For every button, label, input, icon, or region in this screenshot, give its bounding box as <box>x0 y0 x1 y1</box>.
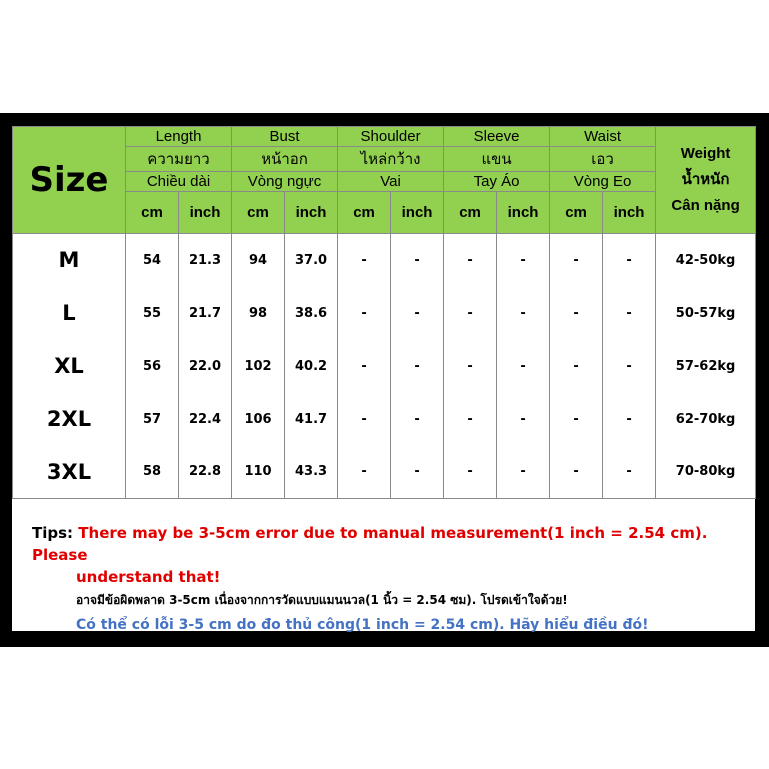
measurement-cell: 106 <box>232 393 285 446</box>
measurement-cell: - <box>497 234 550 287</box>
measurement-cell: 56 <box>126 340 179 393</box>
measurement-cell: - <box>391 446 444 499</box>
size-header: Size <box>13 127 126 234</box>
tips-en-line2: understand that! <box>76 568 221 586</box>
measurement-cell: - <box>391 340 444 393</box>
unit-cm: cm <box>444 192 497 234</box>
measurement-cell: 40.2 <box>285 340 338 393</box>
measurement-cell: 102 <box>232 340 285 393</box>
measurement-cell: - <box>550 234 603 287</box>
size-table <box>12 126 756 499</box>
table-row <box>13 234 756 287</box>
measurement-cell: - <box>444 393 497 446</box>
measurement-cell: - <box>497 446 550 499</box>
tips-vietnamese: Có thể có lỗi 3-5 cm do đo thủ công(1 inch = 2.54 cm). Hãy hiểu điều đó! <box>76 617 649 633</box>
tips-thai: อาจมีข้อผิดพลาด 3-5cm เนื่องจากการวัดแบบแมนนวล(1 นิ้ว = 2.54 ซม). โปรดเข้าใจด้วย! <box>76 593 568 607</box>
weight-cell: 42-50kg <box>656 234 756 287</box>
group-shoulder-en: Shoulder <box>338 127 444 147</box>
weight-header-th: น้ำหนัก <box>681 171 730 188</box>
measurement-cell: - <box>497 340 550 393</box>
measurement-cell: - <box>444 234 497 287</box>
measurement-cell: - <box>603 340 656 393</box>
table-row <box>13 393 756 446</box>
group-waist-en: Waist <box>550 127 656 147</box>
measurement-cell: - <box>391 287 444 340</box>
group-sleeve-en: Sleeve <box>444 127 550 147</box>
unit-cm: cm <box>550 192 603 234</box>
weight-cell: 57-62kg <box>656 340 756 393</box>
group-bust-vi: Vòng ngực <box>232 172 338 192</box>
table-row <box>13 287 756 340</box>
measurement-cell: 22.0 <box>179 340 232 393</box>
measurement-cell: 37.0 <box>285 234 338 287</box>
measurement-cell: 38.6 <box>285 287 338 340</box>
unit-inch: inch <box>179 192 232 234</box>
tips-en-text-1: There may be 3-5cm error due to manual measurement(1 inch = 2.54 cm). Please <box>32 524 708 564</box>
measurement-cell: - <box>444 446 497 499</box>
measurement-cell: - <box>338 340 391 393</box>
measurement-cell: - <box>391 234 444 287</box>
measurement-cell: - <box>550 393 603 446</box>
group-shoulder-th: ไหล่กว้าง <box>338 147 444 172</box>
weight-cell: 50-57kg <box>656 287 756 340</box>
unit-inch: inch <box>603 192 656 234</box>
measurement-cell: - <box>338 446 391 499</box>
unit-cm: cm <box>126 192 179 234</box>
measurement-cell: - <box>603 234 656 287</box>
measurement-cell: 55 <box>126 287 179 340</box>
group-length-en: Length <box>126 127 232 147</box>
measurement-cell: 41.7 <box>285 393 338 446</box>
weight-header <box>656 127 756 234</box>
measurement-cell: 21.7 <box>179 287 232 340</box>
measurement-cell: 54 <box>126 234 179 287</box>
size-rows <box>13 234 756 499</box>
table-row <box>13 446 756 499</box>
measurement-cell: - <box>444 287 497 340</box>
size-label: 3XL <box>13 446 126 499</box>
group-bust-en: Bust <box>232 127 338 147</box>
measurement-cell: 94 <box>232 234 285 287</box>
group-length-vi: Chiều dài <box>126 172 232 192</box>
group-length-th: ความยาว <box>126 147 232 172</box>
group-waist-vi: Vòng Eo <box>550 172 656 192</box>
measurement-cell: 98 <box>232 287 285 340</box>
size-chart-panel <box>12 126 755 631</box>
unit-inch: inch <box>391 192 444 234</box>
weight-header-en: Weight <box>680 145 731 162</box>
tips-en-line1 <box>32 522 744 566</box>
measurement-cell: - <box>391 393 444 446</box>
unit-inch: inch <box>285 192 338 234</box>
unit-cm: cm <box>338 192 391 234</box>
weight-cell: 70-80kg <box>656 446 756 499</box>
measurement-cell: - <box>550 446 603 499</box>
measurement-cell: 57 <box>126 393 179 446</box>
group-sleeve-th: แขน <box>444 147 550 172</box>
tips-label: Tips: <box>32 524 74 542</box>
unit-cm: cm <box>232 192 285 234</box>
measurement-cell: 43.3 <box>285 446 338 499</box>
measurement-cell: - <box>338 393 391 446</box>
measurement-cell: 110 <box>232 446 285 499</box>
size-label: M <box>13 234 126 287</box>
measurement-cell: - <box>338 234 391 287</box>
measurement-cell: 22.8 <box>179 446 232 499</box>
measurement-cell: - <box>603 446 656 499</box>
measurement-cell: - <box>497 287 550 340</box>
size-label: 2XL <box>13 393 126 446</box>
group-sleeve-vi: Tay Áo <box>444 172 550 192</box>
size-label: L <box>13 287 126 340</box>
group-shoulder-vi: Vai <box>338 172 444 192</box>
measurement-cell: 21.3 <box>179 234 232 287</box>
measurement-cell: - <box>603 287 656 340</box>
group-waist-th: เอว <box>550 147 656 172</box>
black-frame <box>0 113 769 647</box>
measurement-cell: - <box>338 287 391 340</box>
measurement-cell: 58 <box>126 446 179 499</box>
size-label: XL <box>13 340 126 393</box>
tips-block <box>32 522 744 638</box>
measurement-cell: - <box>497 393 550 446</box>
measurement-cell: - <box>550 287 603 340</box>
measurement-cell: - <box>603 393 656 446</box>
weight-header-vi: Cân nặng <box>671 197 740 214</box>
table-row <box>13 340 756 393</box>
measurement-cell: - <box>550 340 603 393</box>
measurement-cell: 22.4 <box>179 393 232 446</box>
group-bust-th: หน้าอก <box>232 147 338 172</box>
unit-inch: inch <box>497 192 550 234</box>
measurement-cell: - <box>444 340 497 393</box>
weight-cell: 62-70kg <box>656 393 756 446</box>
